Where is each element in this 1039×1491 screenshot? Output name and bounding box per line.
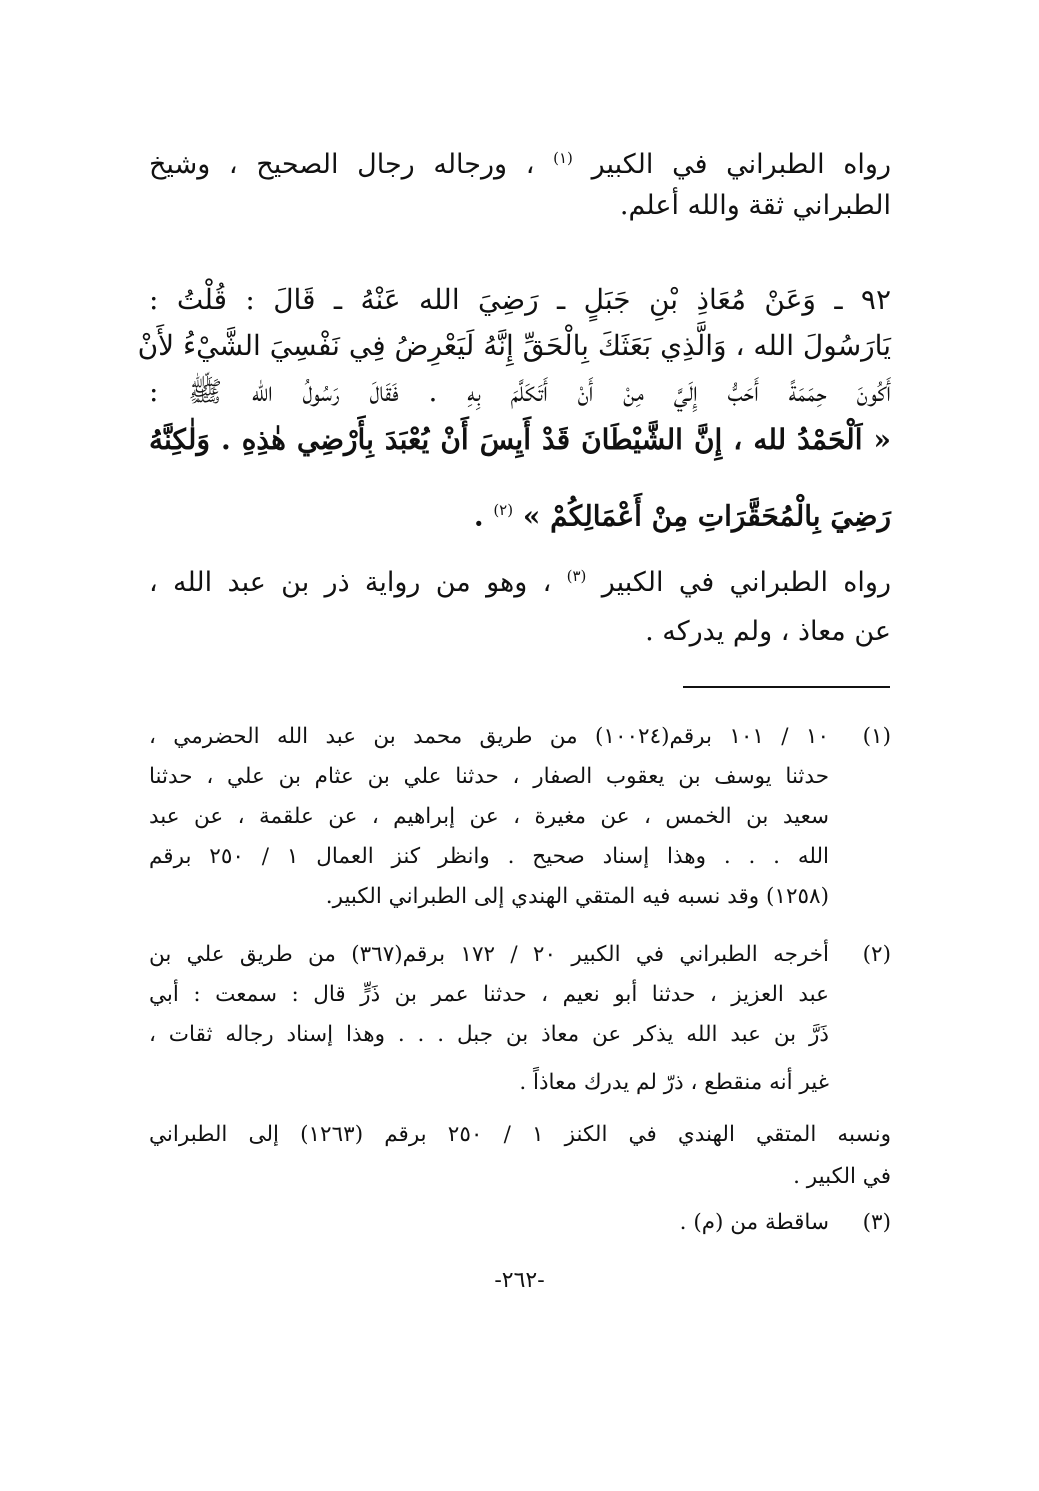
footnote-line: ١٠ / ١٠١ برقم(١٠٠٢٤) من طريق محمد بن عبد الله الحضرمي ، [149, 724, 829, 749]
footnote-ref[interactable]: (٢) [493, 501, 514, 519]
footnote-line: سعيد بن الخمس ، عن مغيرة ، عن إبراهيم ، عن علقمة ، عن عبد [149, 804, 829, 829]
footnote-number: (١) [862, 724, 891, 749]
body-text-line: الطبراني ثقة والله أعلم. [619, 190, 891, 221]
footnote-line: الله . . . وهذا إسناد صحيح . وانظر كنز العمال ١ / ٢٥٠ برقم [149, 844, 829, 869]
footnote-separator [683, 686, 890, 688]
body-text-line: عن معاذ ، ولم يدركه . [645, 616, 891, 647]
footnote-number: (٣) [862, 1210, 891, 1235]
footnote-line: (١٢٥٨) وقد نسبه فيه المتقي الهندي إلى الطبراني الكبير. [325, 884, 829, 909]
hadith-quote-line: « اَلْحَمْدُ لله ، إِنَّ الشَّيْطَانَ قَدْ أَيِسَ أَنْ يُعْبَدَ بِأَرْضِي هٰذِهِ . وَلٰكِنَّهُ [149, 423, 891, 456]
hadith-text-line: ٩٢ ـ وَعَنْ مُعَاذِ بْنِ جَبَلٍ ـ رَضِيَ الله عَنْهُ ـ قَالَ : قُلْتُ : [149, 283, 891, 316]
footnote-line: حدثنا يوسف بن يعقوب الصفار ، حدثنا علي بن عثام بن علي ، حدثنا [149, 764, 829, 789]
hadith-text-line: أَكُونَ حِمَمَةً أَحَبُّ إِلَيَّ مِنْ أَنْ أَتَكَلَّمَ بِهِ . فَقَالَ رَسُولُ الله ﷺ : [149, 375, 891, 408]
footnote-line: عبد العزيز ، حدثنا أبو نعيم ، حدثنا عمر بن ذَرٍّ قال : سمعت : أبي [149, 982, 829, 1007]
footnote-line: غير أنه منقطع ، ذرّ لم يدرك معاذاً . [519, 1070, 829, 1095]
body-text-line: رواه الطبراني في الكبير $^{(٣)}$ ، وهو من رواية ذر بن عبد الله ، [149, 567, 891, 598]
footnote-line: ذَرَّ بن عبد الله يذكر عن معاذ بن جبل . . . وهذا إسناد رجاله ثقات ، [149, 1022, 829, 1047]
body-text-line: رواه الطبراني في الكبير $^{(١)}$ ، ورجاله رجال الصحيح ، وشيخ [149, 149, 891, 180]
page-number: -٢٦٢- [494, 1268, 545, 1293]
hadith-quote-line: رَضِيَ بِالْمُحَقَّرَاتِ مِنْ أَعْمَالِكُمْ » $^{(٢)}$ . [473, 499, 891, 533]
footnote-line: أخرجه الطبراني في الكبير ٢٠ / ١٧٢ برقم(٣٦٧) من طريق علي بن [149, 942, 830, 967]
footnote-line: في الكبير . [793, 1164, 891, 1189]
footnote-line: ونسبه المتقي الهندي في الكنز ١ / ٢٥٠ برقم (١٢٦٣) إلى الطبراني [149, 1122, 891, 1147]
footnote-line: ساقطة من (م) . [679, 1210, 829, 1235]
hadith-text-line: يَارَسُولَ الله ، وَالَّذِي بَعَثَكَ بِالْحَقِّ إِنَّهُ لَيَعْرِضُ فِي نَفْسِيَ الشَّيْءُ لأَنْ [137, 329, 891, 362]
footnote-number: (٢) [862, 942, 891, 967]
footnote-ref[interactable]: (١) [553, 149, 573, 167]
footnote-ref[interactable]: (٣) [566, 567, 587, 585]
